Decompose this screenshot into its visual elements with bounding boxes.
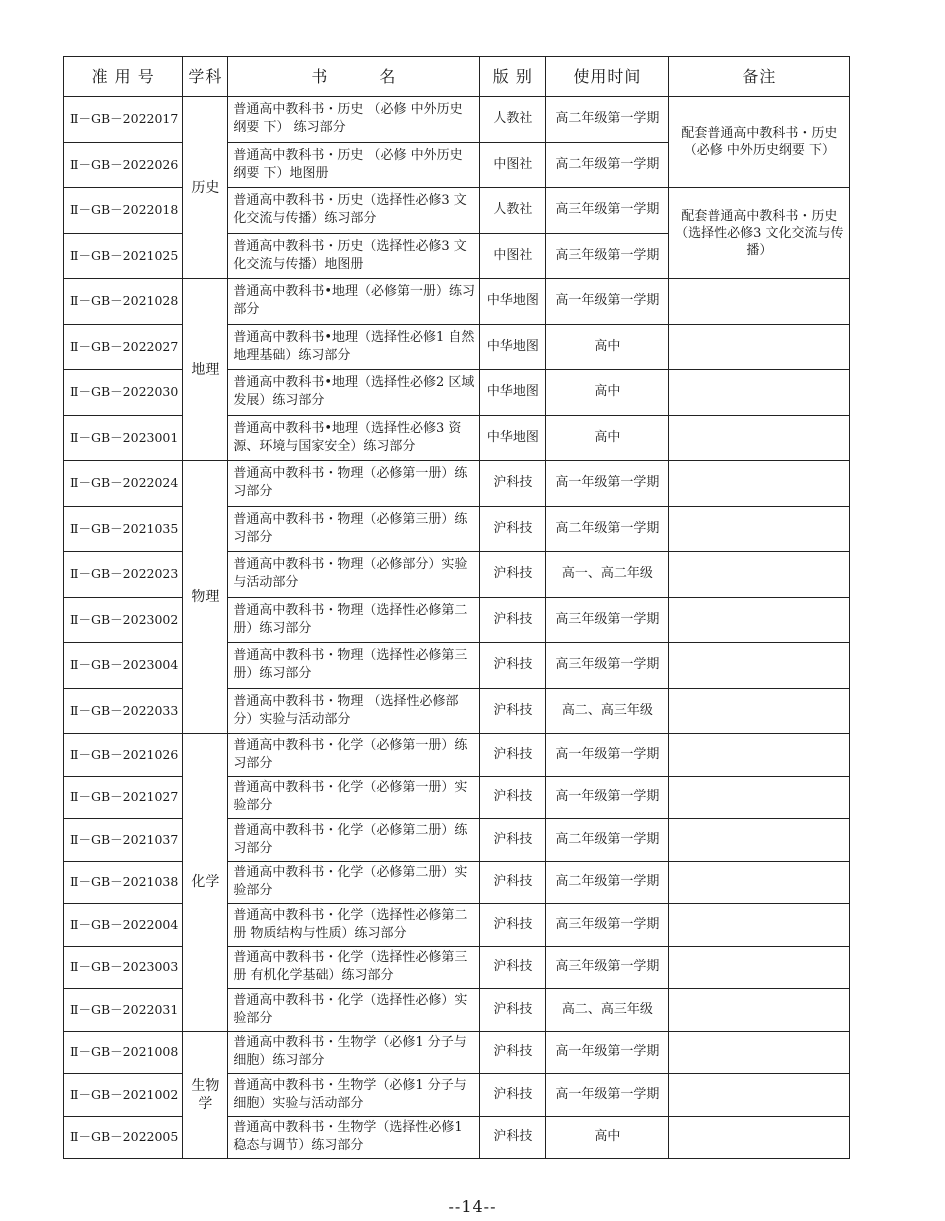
time-cell: 高二、高三年级 [546, 688, 669, 734]
time-cell: 高二、高三年级 [546, 989, 669, 1032]
publisher-cell: 沪科技 [480, 688, 546, 734]
time-cell: 高二年级第一学期 [546, 142, 669, 188]
subject-cell: 化学 [183, 734, 228, 1032]
publisher-cell: 人教社 [480, 97, 546, 143]
table-row [64, 279, 850, 325]
publisher-cell: 沪科技 [480, 904, 546, 947]
code-cell: Ⅱ－GB－2022027 [64, 324, 183, 370]
title-cell: 普通高中教科书・历史 （必修 中外历史纲要 下）地图册 [228, 142, 480, 188]
code-cell: Ⅱ－GB－2022004 [64, 904, 183, 947]
code-cell: Ⅱ－GB－2021025 [64, 233, 183, 279]
code-cell: Ⅱ－GB－2023002 [64, 597, 183, 643]
note-cell [669, 861, 850, 904]
time-cell: 高一、高二年级 [546, 552, 669, 598]
time-cell: 高二年级第一学期 [546, 819, 669, 862]
header-subject: 学科 [183, 57, 228, 97]
note-cell: 配套普通高中教科书・历史（选择性必修3 文化交流与传播） [669, 188, 850, 279]
table-row [64, 324, 850, 370]
table-row [64, 688, 850, 734]
code-cell: Ⅱ－GB－2021008 [64, 1031, 183, 1074]
time-cell: 高三年级第一学期 [546, 597, 669, 643]
time-cell: 高一年级第一学期 [546, 776, 669, 819]
time-cell: 高一年级第一学期 [546, 279, 669, 325]
table-row [64, 946, 850, 989]
code-cell: Ⅱ－GB－2021028 [64, 279, 183, 325]
title-cell: 普通高中教科书•地理（选择性必修1 自然地理基础）练习部分 [228, 324, 480, 370]
note-cell [669, 1116, 850, 1159]
time-cell: 高一年级第一学期 [546, 734, 669, 777]
code-cell: Ⅱ－GB－2022017 [64, 97, 183, 143]
publisher-cell: 中华地图 [480, 370, 546, 416]
note-cell [669, 461, 850, 507]
title-cell: 普通高中教科书・物理（选择性必修第三册）练习部分 [228, 643, 480, 689]
table-row [64, 989, 850, 1032]
publisher-cell: 人教社 [480, 188, 546, 234]
title-cell: 普通高中教科书•地理（选择性必修3 资源、环境与国家安全）练习部分 [228, 415, 480, 461]
time-cell: 高中 [546, 324, 669, 370]
publisher-cell: 沪科技 [480, 1116, 546, 1159]
header-note: 备注 [669, 57, 850, 97]
note-cell [669, 552, 850, 598]
code-cell: Ⅱ－GB－2023003 [64, 946, 183, 989]
publisher-cell: 沪科技 [480, 861, 546, 904]
title-cell: 普通高中教科书・生物学（必修1 分子与细胞）练习部分 [228, 1031, 480, 1074]
publisher-cell: 沪科技 [480, 819, 546, 862]
table-row [64, 1074, 850, 1117]
title-cell: 普通高中教科书・化学（选择性必修第三册 有机化学基础）练习部分 [228, 946, 480, 989]
title-cell: 普通高中教科书・物理（必修第一册）练习部分 [228, 461, 480, 507]
subject-cell: 生物学 [183, 1031, 228, 1159]
header-code: 准 用 号 [64, 57, 183, 97]
code-cell: Ⅱ－GB－2022005 [64, 1116, 183, 1159]
note-cell [669, 776, 850, 819]
title-cell: 普通高中教科书•地理（选择性必修2 区域发展）练习部分 [228, 370, 480, 416]
title-cell: 普通高中教科书・物理（选择性必修第二册）练习部分 [228, 597, 480, 643]
title-cell: 普通高中教科书・化学（必修第一册）实验部分 [228, 776, 480, 819]
note-cell [669, 370, 850, 416]
table-row [64, 1116, 850, 1159]
table-row [64, 506, 850, 552]
publisher-cell: 沪科技 [480, 946, 546, 989]
note-cell [669, 506, 850, 552]
publisher-cell: 中图社 [480, 233, 546, 279]
time-cell: 高三年级第一学期 [546, 946, 669, 989]
code-cell: Ⅱ－GB－2022033 [64, 688, 183, 734]
table-row [64, 597, 850, 643]
code-cell: Ⅱ－GB－2022023 [64, 552, 183, 598]
code-cell: Ⅱ－GB－2021035 [64, 506, 183, 552]
table-row [64, 370, 850, 416]
title-cell: 普通高中教科书・化学（必修第二册）练习部分 [228, 819, 480, 862]
publisher-cell: 沪科技 [480, 643, 546, 689]
code-cell: Ⅱ－GB－2021037 [64, 819, 183, 862]
publisher-cell: 中华地图 [480, 279, 546, 325]
time-cell: 高二年级第一学期 [546, 861, 669, 904]
time-cell: 高三年级第一学期 [546, 643, 669, 689]
time-cell: 高中 [546, 370, 669, 416]
publisher-cell: 中图社 [480, 142, 546, 188]
time-cell: 高二年级第一学期 [546, 97, 669, 143]
subject-cell: 地理 [183, 279, 228, 461]
note-cell [669, 1031, 850, 1074]
publisher-cell: 中华地图 [480, 415, 546, 461]
header-time: 使用时间 [546, 57, 669, 97]
code-cell: Ⅱ－GB－2022031 [64, 989, 183, 1032]
code-cell: Ⅱ－GB－2022018 [64, 188, 183, 234]
code-cell: Ⅱ－GB－2022026 [64, 142, 183, 188]
table-row [64, 819, 850, 862]
table-row [64, 552, 850, 598]
time-cell: 高二年级第一学期 [546, 506, 669, 552]
note-cell [669, 279, 850, 325]
title-cell: 普通高中教科书・化学（必修第一册）练习部分 [228, 734, 480, 777]
header-publisher: 版 别 [480, 57, 546, 97]
table-row [64, 97, 850, 143]
time-cell: 高三年级第一学期 [546, 188, 669, 234]
note-cell [669, 734, 850, 777]
table-row [64, 1031, 850, 1074]
publisher-cell: 沪科技 [480, 506, 546, 552]
table-row [64, 415, 850, 461]
publisher-cell: 沪科技 [480, 1031, 546, 1074]
header-row [64, 57, 850, 97]
code-cell: Ⅱ－GB－2023004 [64, 643, 183, 689]
note-cell [669, 946, 850, 989]
note-cell [669, 324, 850, 370]
title-cell: 普通高中教科书・物理（必修第三册）练习部分 [228, 506, 480, 552]
page-number: --14-- [448, 1197, 497, 1216]
publisher-cell: 沪科技 [480, 597, 546, 643]
publisher-cell: 沪科技 [480, 552, 546, 598]
table-row [64, 776, 850, 819]
code-cell: Ⅱ－GB－2021038 [64, 861, 183, 904]
title-cell: 普通高中教科书・生物学（选择性必修1 稳态与调节）练习部分 [228, 1116, 480, 1159]
publisher-cell: 沪科技 [480, 461, 546, 507]
table-body [64, 97, 850, 1159]
code-cell: Ⅱ－GB－2021027 [64, 776, 183, 819]
publisher-cell: 沪科技 [480, 1074, 546, 1117]
time-cell: 高中 [546, 415, 669, 461]
title-cell: 普通高中教科书・化学（必修第二册）实验部分 [228, 861, 480, 904]
table-row [64, 461, 850, 507]
code-cell: Ⅱ－GB－2023001 [64, 415, 183, 461]
table-row [64, 861, 850, 904]
publisher-cell: 中华地图 [480, 324, 546, 370]
title-cell: 普通高中教科书・历史 （必修 中外历史纲要 下） 练习部分 [228, 97, 480, 143]
subject-cell: 物理 [183, 461, 228, 734]
publisher-cell: 沪科技 [480, 989, 546, 1032]
code-cell: Ⅱ－GB－2021002 [64, 1074, 183, 1117]
note-cell: 配套普通高中教科书・历史（必修 中外历史纲要 下） [669, 97, 850, 188]
note-cell [669, 1074, 850, 1117]
time-cell: 高一年级第一学期 [546, 1031, 669, 1074]
time-cell: 高三年级第一学期 [546, 233, 669, 279]
note-cell [669, 904, 850, 947]
header-title: 书 名 [228, 57, 480, 97]
title-cell: 普通高中教科书・历史（选择性必修3 文化交流与传播）地图册 [228, 233, 480, 279]
note-cell [669, 597, 850, 643]
title-cell: 普通高中教科书・物理（必修部分）实验与活动部分 [228, 552, 480, 598]
time-cell: 高一年级第一学期 [546, 1074, 669, 1117]
table-row [64, 643, 850, 689]
table-row [64, 734, 850, 777]
publisher-cell: 沪科技 [480, 776, 546, 819]
title-cell: 普通高中教科书・生物学（必修1 分子与细胞）实验与活动部分 [228, 1074, 480, 1117]
title-cell: 普通高中教科书•地理（必修第一册）练习部分 [228, 279, 480, 325]
note-cell [669, 415, 850, 461]
note-cell [669, 643, 850, 689]
title-cell: 普通高中教科书・化学（选择性必修）实验部分 [228, 989, 480, 1032]
title-cell: 普通高中教科书・化学（选择性必修第二册 物质结构与性质）练习部分 [228, 904, 480, 947]
code-cell: Ⅱ－GB－2022024 [64, 461, 183, 507]
textbook-table [63, 56, 850, 1159]
subject-cell: 历史 [183, 97, 228, 279]
publisher-cell: 沪科技 [480, 734, 546, 777]
note-cell [669, 819, 850, 862]
time-cell: 高中 [546, 1116, 669, 1159]
code-cell: Ⅱ－GB－2021026 [64, 734, 183, 777]
table-row [64, 904, 850, 947]
table-row [64, 188, 850, 234]
time-cell: 高一年级第一学期 [546, 461, 669, 507]
note-cell [669, 688, 850, 734]
time-cell: 高三年级第一学期 [546, 904, 669, 947]
code-cell: Ⅱ－GB－2022030 [64, 370, 183, 416]
note-cell [669, 989, 850, 1032]
title-cell: 普通高中教科书・物理 （选择性必修部分）实验与活动部分 [228, 688, 480, 734]
title-cell: 普通高中教科书・历史（选择性必修3 文化交流与传播）练习部分 [228, 188, 480, 234]
